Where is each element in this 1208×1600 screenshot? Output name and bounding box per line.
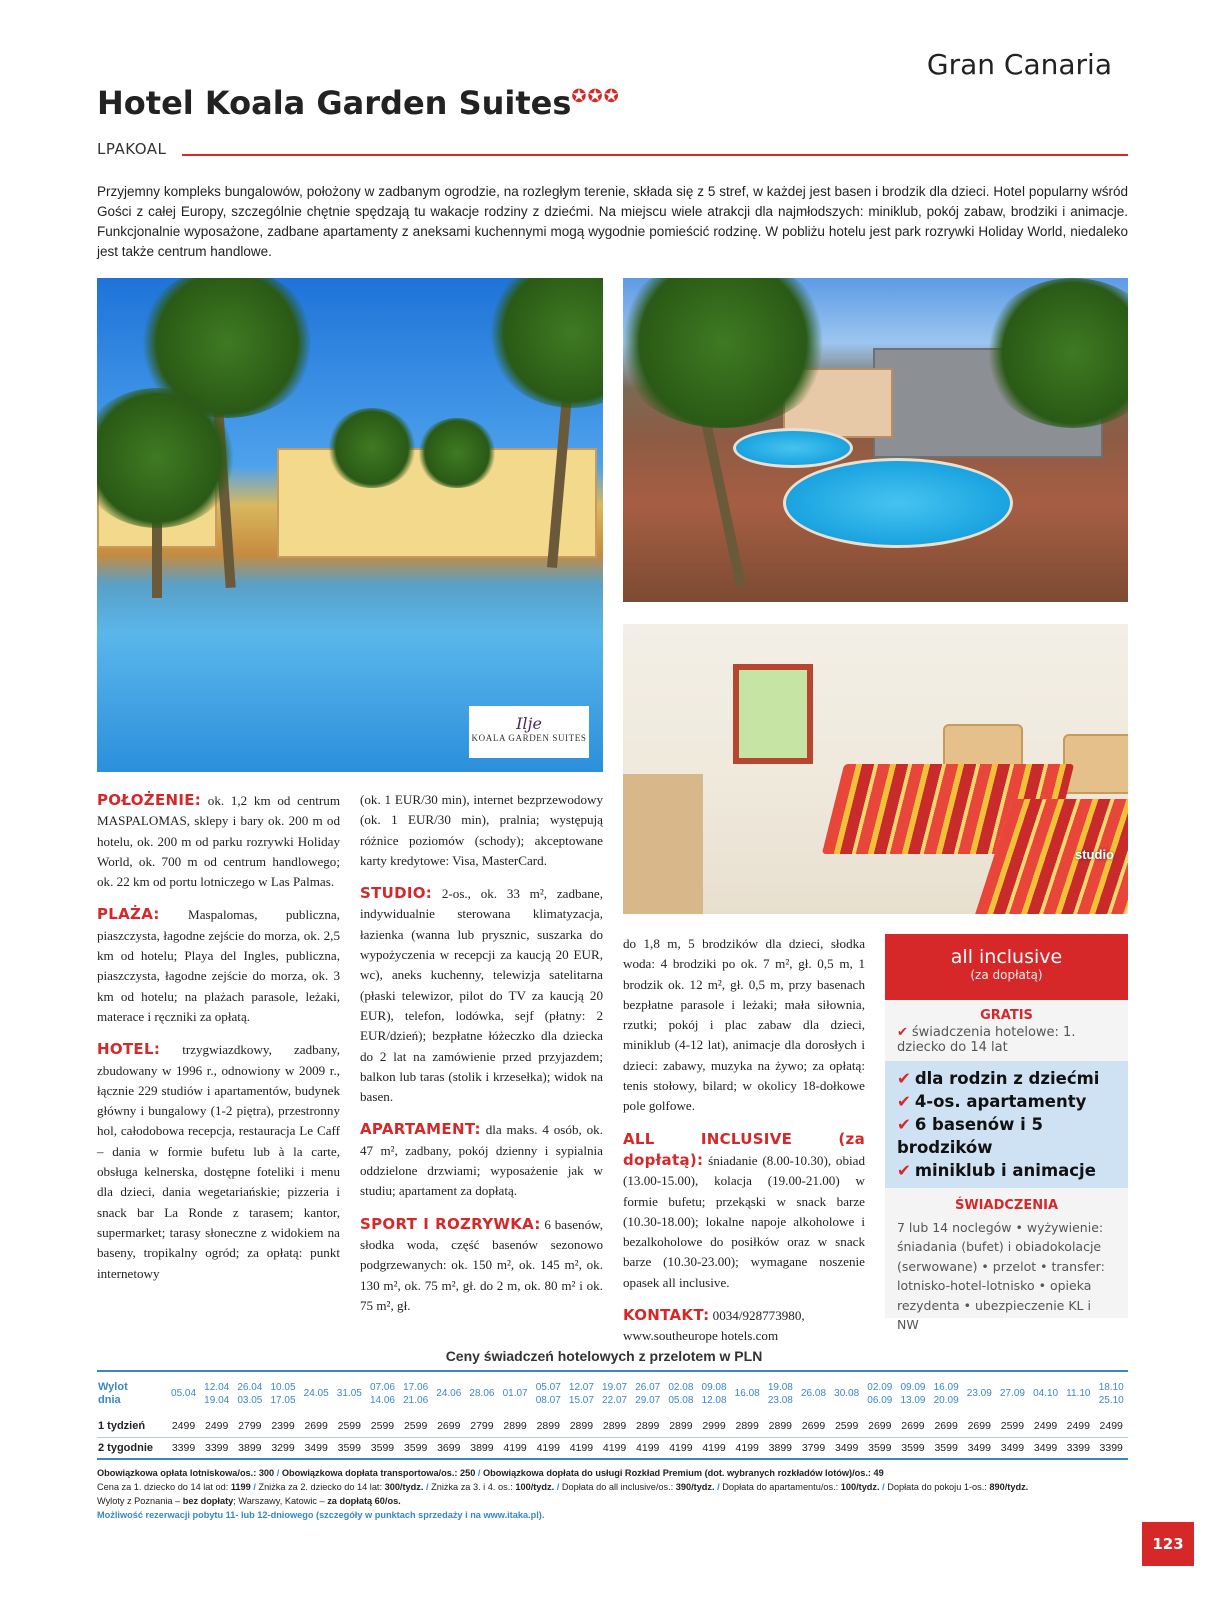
date-header-cell: 02.09 06.09 xyxy=(863,1371,896,1415)
pool-image xyxy=(733,428,853,468)
window-image xyxy=(733,664,813,764)
price-cell: 3299 xyxy=(266,1437,299,1459)
perk-item: ✔ miniklub i animacje xyxy=(897,1161,1096,1180)
price-cell: 2899 xyxy=(664,1415,697,1437)
date-header-cell: 30.08 xyxy=(830,1371,863,1415)
offer-code: LPAKOAL xyxy=(97,140,167,158)
section-text: ok. 1,2 km od centrum MASPALOMAS, sklepy i bary ok. 200 m od hotelu, ok. 200 m od parku rozrywki Holiday World, ok. 700 m od centrum handlowego; ok. 22 km od portu lotniczego w Las Palmas. xyxy=(97,793,340,890)
price-cell: 2699 xyxy=(963,1415,996,1437)
price-cell: 4199 xyxy=(697,1437,730,1459)
price-cell: 4199 xyxy=(731,1437,764,1459)
price-cell: 2799 xyxy=(465,1415,498,1437)
perk-item: ✔ 6 basenów i 5 brodzików xyxy=(897,1115,1043,1157)
price-cell: 2599 xyxy=(830,1415,863,1437)
price-cell: 2899 xyxy=(499,1415,532,1437)
section-text: dla maks. 4 osób, ok. 47 m², zadbany, pokój dzienny i sypialnia oddzielone drzwiami; wyposażenie jak w studiu; apartament za dopłatą. xyxy=(360,1122,603,1199)
description-column-2 xyxy=(360,790,603,1328)
date-header-cell: 26.07 29.07 xyxy=(631,1371,664,1415)
date-header-cell: 16.08 xyxy=(731,1371,764,1415)
price-cell: 4199 xyxy=(631,1437,664,1459)
price-cell: 3399 xyxy=(200,1437,233,1459)
date-header-cell: 11.10 xyxy=(1062,1371,1094,1415)
date-header-cell: 26.04 03.05 xyxy=(233,1371,266,1415)
section-text: 2-os., ok. 33 m², zadbane, indywidualnie sterowana klimatyzacja, łazienka (wanna lub prysznic, suszarka do wypożyczenia w recepcji za kaucją 20 EUR, wc), aneks kuchenny, telewizja satelitarna (płaski telewizor, pilot do TV za kaucją 20 EUR), telefon, lodówka, sejf (płatny: 2 EUR/dzień); bezpłatne łóżeczko dla dziecka do 2 lat na zamówienie przed przyjazdem; balkon lub taras (stolik i krzesełka); widok na basen. xyxy=(360,886,603,1105)
date-header-cell: 05.07 08.07 xyxy=(532,1371,565,1415)
price-cell: 2499 xyxy=(1029,1415,1062,1437)
price-cell: 3599 xyxy=(366,1437,399,1459)
price-cell: 2899 xyxy=(532,1415,565,1437)
section-text: trzygwiazdkowy, zadbany, zbudowany w 1996 r., odnowiony w 2009 r., łącznie 229 studiów i apartamentów, budynek główny i bungalowy (1-2 piętra), przestronny hol, całodobowa recepcja, restauracja Le Caff – dania w formie bufetu lub à la carte, obsługa kelnerska, dostępne foteliki i menu dla dzieci, dania wegetariańskie; pizzeria i snack bar La Ronde z tarasem; kantor, supermarket; tarasy słoneczne z widokiem na baseny, tropikalny ogród; za opłatą: punkt internetowy xyxy=(97,1042,340,1281)
section-label: SPORT I ROZRYWKA: xyxy=(360,1214,541,1233)
section-text: 0034/928773980, www.southeurope hotels.com xyxy=(623,1308,805,1344)
date-header-cell: 12.04 19.04 xyxy=(200,1371,233,1415)
price-cell: 2499 xyxy=(1094,1415,1128,1437)
title-divider xyxy=(182,154,1128,156)
section-label: POŁOŻENIE: xyxy=(97,791,202,809)
price-cell: 2799 xyxy=(233,1415,266,1437)
box-title: all inclusive xyxy=(950,946,1063,968)
price-cell: 4199 xyxy=(664,1437,697,1459)
price-cell: 3699 xyxy=(432,1437,465,1459)
gratis-title: GRATIS xyxy=(980,1008,1033,1023)
price-table xyxy=(97,1370,1128,1460)
price-cell: 2899 xyxy=(565,1415,598,1437)
table-row xyxy=(97,1437,1128,1459)
price-cell: 2699 xyxy=(896,1415,929,1437)
box-header xyxy=(885,934,1128,1000)
check-icon: ✔ xyxy=(897,1069,911,1088)
price-cell: 2599 xyxy=(333,1415,366,1437)
price-table-title: Ceny świadczeń hotelowych z przelotem w PLN xyxy=(445,1348,763,1364)
price-cell: 3499 xyxy=(830,1437,863,1459)
perk-item: ✔ 4-os. apartamenty xyxy=(897,1092,1087,1111)
price-cell: 2899 xyxy=(764,1415,797,1437)
date-header-cell: 10.05 17.05 xyxy=(266,1371,299,1415)
studio-caption: studio xyxy=(1075,847,1114,862)
gratis-text: świadczenia hotelowe: 1. dziecko do 14 lat xyxy=(897,1025,1076,1055)
price-cell: 3599 xyxy=(863,1437,896,1459)
region-name: Gran Canaria xyxy=(926,48,1112,81)
price-cell: 3499 xyxy=(996,1437,1029,1459)
notes-line: Obowiązkowa opłata lotniskowa/os.: 300 / Obowiązkowa dopłata transportowa/os.: 250 / Obowiązkowa dopłata do usługi Rozkład Premium (dot. wybranych rozkładów lotów)/os.: 49 xyxy=(97,1468,884,1478)
section-text: Maspalomas, publiczna, piaszczysta, łagodne zejście do morza, ok. 2,5 km od hotelu; Playa del Ingles, publiczna, piaszczysta, łagodne zejście do morza, ok. 3 km od hotelu; na plażach parasole, leżaki, materace i ręczniki za opłatą. xyxy=(97,907,340,1024)
section-hotel-continued: (ok. 1 EUR/30 min), internet bezprzewodowy (ok. 1 EUR/30 min), pralnia; występują różnice poziomów (schody); akceptowane karty kredytowe: Visa, MasterCard. xyxy=(360,792,603,868)
price-cell: 2699 xyxy=(797,1415,830,1437)
section-text: 6 basenów, słodka woda, część basenów sezonowo podgrzewanych: ok. 150 m², ok. 145 m², ok. 130 m², ok. 75 m², gł. do 2 m, ok. 80 m² i ok. 75 m², gł. xyxy=(360,1216,603,1313)
price-cell: 3399 xyxy=(1062,1437,1094,1459)
date-header-cell: 02.08 05.08 xyxy=(664,1371,697,1415)
price-cell: 4199 xyxy=(598,1437,631,1459)
price-cell: 3599 xyxy=(333,1437,366,1459)
notes-line: Cena za 1. dziecko do 14 lat od: 1199 / Zniżka za 2. dziecko do 14 lat: 300/tydz. / Zniżka za 3. i 4. os.: 100/tydz. / Dopłata do all inclusive/os.: 390/tydz. / Dopłata do apartamentu/os.: 100/tydz. / Dopłata do pokoju 1-os.: 890/tydz. xyxy=(97,1482,1029,1492)
date-header-cell: 16.09 20.09 xyxy=(930,1371,963,1415)
price-cell: 3799 xyxy=(797,1437,830,1459)
section-label: HOTEL: xyxy=(97,1040,161,1059)
palm-tree-image xyxy=(327,408,417,488)
logo-mark: Ilje xyxy=(516,714,542,733)
palm-tree-image xyxy=(417,418,497,488)
price-cell: 2899 xyxy=(731,1415,764,1437)
date-header-cell: 18.10 25.10 xyxy=(1094,1371,1128,1415)
services-title: ŚWIADCZENIA xyxy=(954,1198,1059,1213)
date-header-cell: 19.07 22.07 xyxy=(598,1371,631,1415)
section-all-inclusive xyxy=(623,1129,865,1293)
date-header-cell: 12.07 15.07 xyxy=(565,1371,598,1415)
gratis-section xyxy=(885,1000,1128,1061)
price-cell: 2499 xyxy=(167,1415,200,1437)
date-header-cell: 31.05 xyxy=(333,1371,366,1415)
price-cell: 3899 xyxy=(233,1437,266,1459)
date-header-cell: 09.09 13.09 xyxy=(896,1371,929,1415)
star-rating-icon: ✪✪✪ xyxy=(571,86,620,107)
date-header-cell: 24.06 xyxy=(432,1371,465,1415)
box-subtitle: (za dopłatą) xyxy=(970,968,1043,982)
section-plaza xyxy=(97,904,340,1027)
services-section xyxy=(885,1188,1128,1332)
date-header-cell: 27.09 xyxy=(996,1371,1029,1415)
reservation-note: Możliwość rezerwacji pobytu 11- lub 12-dniowego (szczegóły w punktach sprzedaży i na www.itaka.pl). xyxy=(97,1510,545,1520)
studio-photo xyxy=(623,624,1128,914)
date-header-cell: 19.08 23.08 xyxy=(764,1371,797,1415)
section-kontakt xyxy=(623,1305,865,1347)
check-icon: ✔ xyxy=(897,1092,911,1111)
date-header-cell: 04.10 xyxy=(1029,1371,1062,1415)
price-cell: 2699 xyxy=(863,1415,896,1437)
price-notes xyxy=(97,1466,1128,1522)
table-header-label: Wylot dnia xyxy=(97,1371,167,1415)
price-cell: 3599 xyxy=(399,1437,432,1459)
row-label: 1 tydzień xyxy=(97,1415,167,1437)
logo-text: KOALA GARDEN SUITES xyxy=(471,733,587,743)
price-cell: 2499 xyxy=(1062,1415,1094,1437)
section-text: śniadanie (8.00-10.30), obiad (13.00-15.00), kolacja (19.00-21.00) w formie bufetu; przekąski w snack barze (10.30-18.00); lokalne napoje alkoholowe i bezalkoholowe do posiłków oraz w snack barze (10.30-23.00); wymagane noszenie opasek all inclusive. xyxy=(623,1152,865,1290)
section-label: ALL INCLUSIVE (za dopłatą): xyxy=(623,1129,865,1169)
section-label: KONTAKT: xyxy=(623,1306,710,1325)
palm-tree-image xyxy=(487,278,603,408)
price-cell: 2699 xyxy=(300,1415,333,1437)
section-label: APARTAMENT: xyxy=(360,1120,481,1139)
section-hotel xyxy=(97,1039,340,1284)
date-header-cell: 24.05 xyxy=(300,1371,333,1415)
table-row xyxy=(97,1415,1128,1437)
price-cell: 2499 xyxy=(200,1415,233,1437)
price-cell: 2699 xyxy=(432,1415,465,1437)
price-cell: 2599 xyxy=(366,1415,399,1437)
terrace-photo xyxy=(623,278,1128,602)
price-cell: 4199 xyxy=(565,1437,598,1459)
section-label: PLAŻA: xyxy=(97,905,160,924)
table-header-row xyxy=(97,1371,1128,1415)
section-studio xyxy=(360,883,603,1107)
row-label: 2 tygodnie xyxy=(97,1437,167,1459)
price-cell: 2899 xyxy=(631,1415,664,1437)
check-icon: ✔ xyxy=(897,1025,908,1040)
date-header-cell: 23.09 xyxy=(963,1371,996,1415)
price-cell: 3399 xyxy=(167,1437,200,1459)
date-header-cell: 26.08 xyxy=(797,1371,830,1415)
section-sport xyxy=(360,1214,603,1316)
price-cell: 4199 xyxy=(532,1437,565,1459)
perks-list xyxy=(885,1061,1128,1188)
date-header-cell: 07.06 14.06 xyxy=(366,1371,399,1415)
price-cell: 3499 xyxy=(300,1437,333,1459)
price-cell: 3899 xyxy=(465,1437,498,1459)
all-inclusive-box xyxy=(885,934,1128,1332)
date-header-cell: 09.08 12.08 xyxy=(697,1371,730,1415)
price-cell: 2899 xyxy=(598,1415,631,1437)
price-cell: 2399 xyxy=(266,1415,299,1437)
price-cell: 2699 xyxy=(930,1415,963,1437)
price-cell: 2599 xyxy=(996,1415,1029,1437)
date-header-cell: 17.06 21.06 xyxy=(399,1371,432,1415)
section-label: STUDIO: xyxy=(360,884,433,903)
check-icon: ✔ xyxy=(897,1161,911,1180)
price-cell: 2999 xyxy=(697,1415,730,1437)
pool-image xyxy=(783,458,1013,548)
section-sport-continued: do 1,8 m, 5 brodzików dla dzieci, słodka woda: 4 brodziki po ok. 7 m², gł. 0,5 m, 1 brodzik ok. 12 m², gł. 0,5 m, przy basenach bezpłatne parasole i leżaki; mała siłownia, rzutki; pokój i plac zabaw dla dzieci, miniklub (4-12 lat), animacje dla dorosłych i dzieci: zabawy, muzyka na żywo; za opłatą: tenis stołowy, bilard; w okolicy 18-dołkowe pole golfowe. xyxy=(623,936,865,1114)
date-header-cell: 01.07 xyxy=(499,1371,532,1415)
notes-line: Wyloty z Poznania – bez dopłaty; Warszawy, Katowic – za dopłatą 60/os. xyxy=(97,1496,401,1506)
desk-image xyxy=(623,774,703,914)
price-cell: 3499 xyxy=(963,1437,996,1459)
date-header-cell: 05.04 xyxy=(167,1371,200,1415)
section-apartament xyxy=(360,1119,603,1201)
services-text: 7 lub 14 noclegów • wyżywienie: śniadania (bufet) i obiadokolacje (serwowane) • przelot • transfer: lotnisko-hotel-lotnisko • opieka rezydenta • ubezpieczenie KL i NW xyxy=(897,1219,1105,1332)
price-cell: 3599 xyxy=(896,1437,929,1459)
price-cell: 3599 xyxy=(930,1437,963,1459)
price-cell: 2599 xyxy=(399,1415,432,1437)
price-cell: 4199 xyxy=(499,1437,532,1459)
price-cell: 3499 xyxy=(1029,1437,1062,1459)
page-number: 123 xyxy=(1142,1522,1194,1566)
check-icon: ✔ xyxy=(897,1115,911,1134)
hotel-title xyxy=(97,84,620,122)
description-column-1 xyxy=(97,790,340,1296)
section-polozenie xyxy=(97,790,340,892)
price-cell: 3399 xyxy=(1094,1437,1128,1459)
description-column-3 xyxy=(623,934,865,1359)
price-cell: 3899 xyxy=(764,1437,797,1459)
hotel-name: Hotel Koala Garden Suites xyxy=(97,84,572,122)
hotel-logo xyxy=(469,706,589,758)
date-header-cell: 28.06 xyxy=(465,1371,498,1415)
pool-photo xyxy=(97,278,603,772)
intro-paragraph: Przyjemny kompleks bungalowów, położony w zadbanym ogrodzie, na rozległym terenie, składa się z 5 stref, w każdej jest basen i brodzik dla dzieci. Hotel popularny wśród Gości z całej Europy, szczególnie chętnie spędzają tu wakacje rodziny z dziećmi. Na miejscu wiele atrakcji dla najmłodszych: miniklub, pokój zabaw, brodziki i animacje. Funkcjonalnie wyposażone, zadbane apartamenty z aneksami kuchennymi mogą wygodnie pomieścić rodzinę. W pobliżu hotelu jest park rozrywki Holiday World, niedaleko jest także centrum handlowe. xyxy=(97,184,1128,259)
perk-item: ✔ dla rodzin z dziećmi xyxy=(897,1069,1100,1088)
